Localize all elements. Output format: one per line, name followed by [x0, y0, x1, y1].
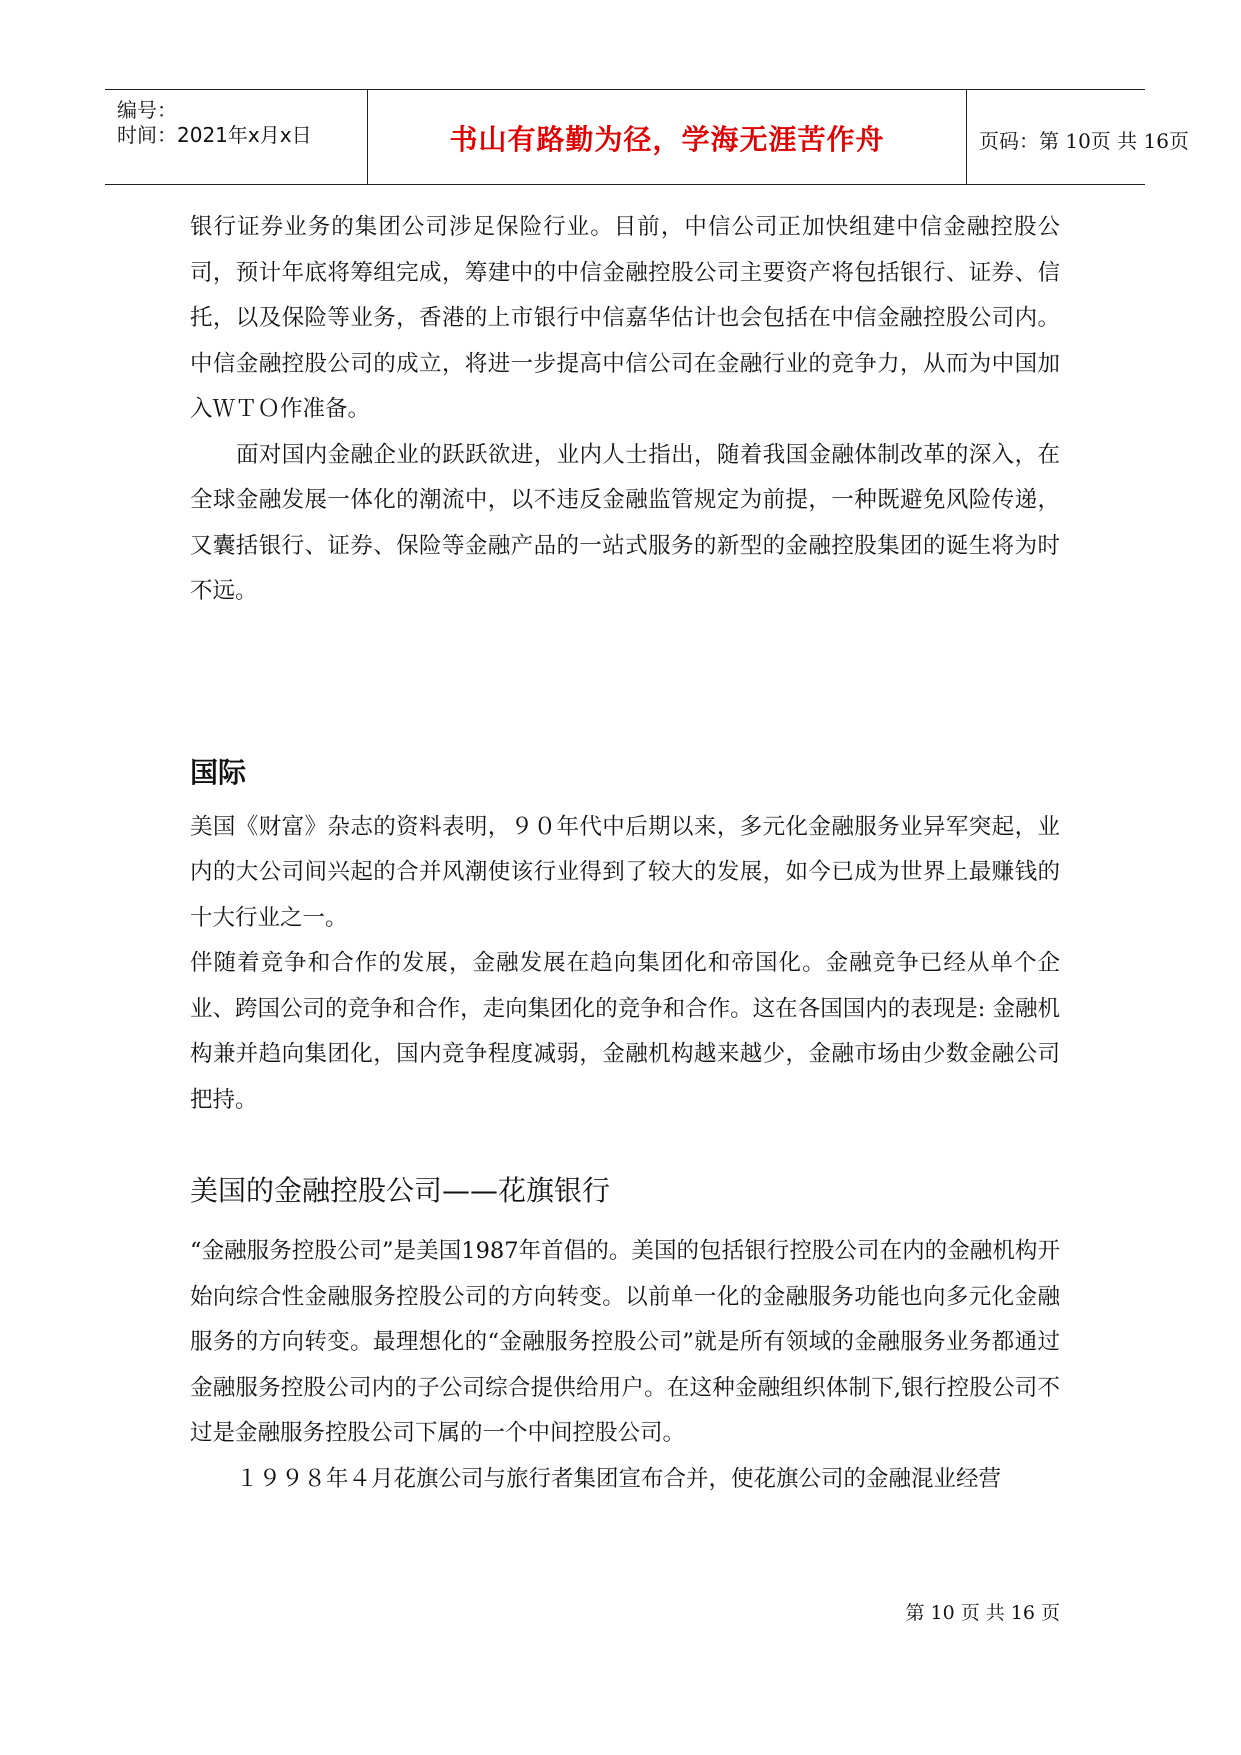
body-paragraph: １９９８年４月花旗公司与旅行者集团宣布合并，使花旗公司的金融混业经营 — [236, 1465, 1002, 1492]
header-table — [105, 89, 1189, 185]
header-left-cell — [105, 90, 368, 184]
spacer — [190, 1123, 1060, 1169]
body-paragraph: 银行证券业务的集团公司涉足保险行业。目前，中信公司正加快组建中信金融控股公司，预计年底将筹组完成，筹建中的中信金融控股公司主要资产将包括银行、证券、信托，以及保险等业务，香港的上市银行中信嘉华估计也会包括在中信金融控股公司内。中信金融控股公司的成立，将进一步提高中信公司在金融行业的竞争力，从而为中国加入ＷＴＯ作准备。 — [190, 214, 1060, 422]
body-paragraph: “金融服务控股公司”是美国1987年首倡的。美国的包括银行控股公司在内的金融机构开始向综合性金融服务控股公司的方向转变。以前单一化的金融服务功能也向多元化金融服务的方向转变。最理想化的“金融服务控股公司”就是所有领域的金融服务业务都通过金融服务控股公司内的子公司综合提供给用户。在这种金融组织体制下,银行控股公司不过是金融服务控股公司下属的一个中间控股公司。 — [190, 1238, 1060, 1446]
body-paragraph: 美国《财富》杂志的资料表明，９０年代中后期以来，多元化金融服务业异军突起，业内的大公司间兴起的合并风潮使该行业得到了较大的发展，如今已成为世界上最赚钱的十大行业之一。 — [190, 813, 1060, 931]
document-time-label: 时间：2021年x月x日 — [117, 123, 312, 147]
header-page-number: 页码：第 10页 共 16页 — [979, 129, 1189, 153]
header-right-cell — [967, 90, 1189, 184]
body-paragraph: 伴随着竞争和合作的发展，金融发展在趋向集团化和帝国化。金融竞争已经从单个企业、跨国公司的竞争和合作，走向集团化的竞争和合作。这在各国国内的表现是: 金融机构兼并趋向集团化，国内竞争程度减弱，金融机构越来越少，金融市场由少数金融公司把持。 — [190, 950, 1060, 1113]
header-motto: 书山有路勤为径，学海无涯苦作舟 — [449, 123, 885, 156]
spacer — [190, 615, 1060, 751]
document-number-label: 编号： — [117, 98, 177, 122]
document-body — [190, 205, 1060, 1502]
header-middle-cell — [368, 90, 967, 184]
spacer — [190, 791, 1060, 805]
spacer — [190, 1209, 1060, 1229]
subsection-heading-citibank: 美国的金融控股公司——花旗银行 — [190, 1174, 611, 1207]
section-heading-international: 国际 — [190, 755, 247, 789]
body-paragraph: 面对国内金融企业的跃跃欲进，业内人士指出，随着我国金融体制改革的深入，在全球金融发展一体化的潮流中，以不违反金融监管规定为前提，一种既避免风险传递，又囊括银行、证券、保险等金融产品的一站式服务的新型的金融控股集团的诞生将为时不远。 — [190, 441, 1060, 604]
footer-page-number: 第 10 页 共 16 页 — [905, 1602, 1060, 1624]
